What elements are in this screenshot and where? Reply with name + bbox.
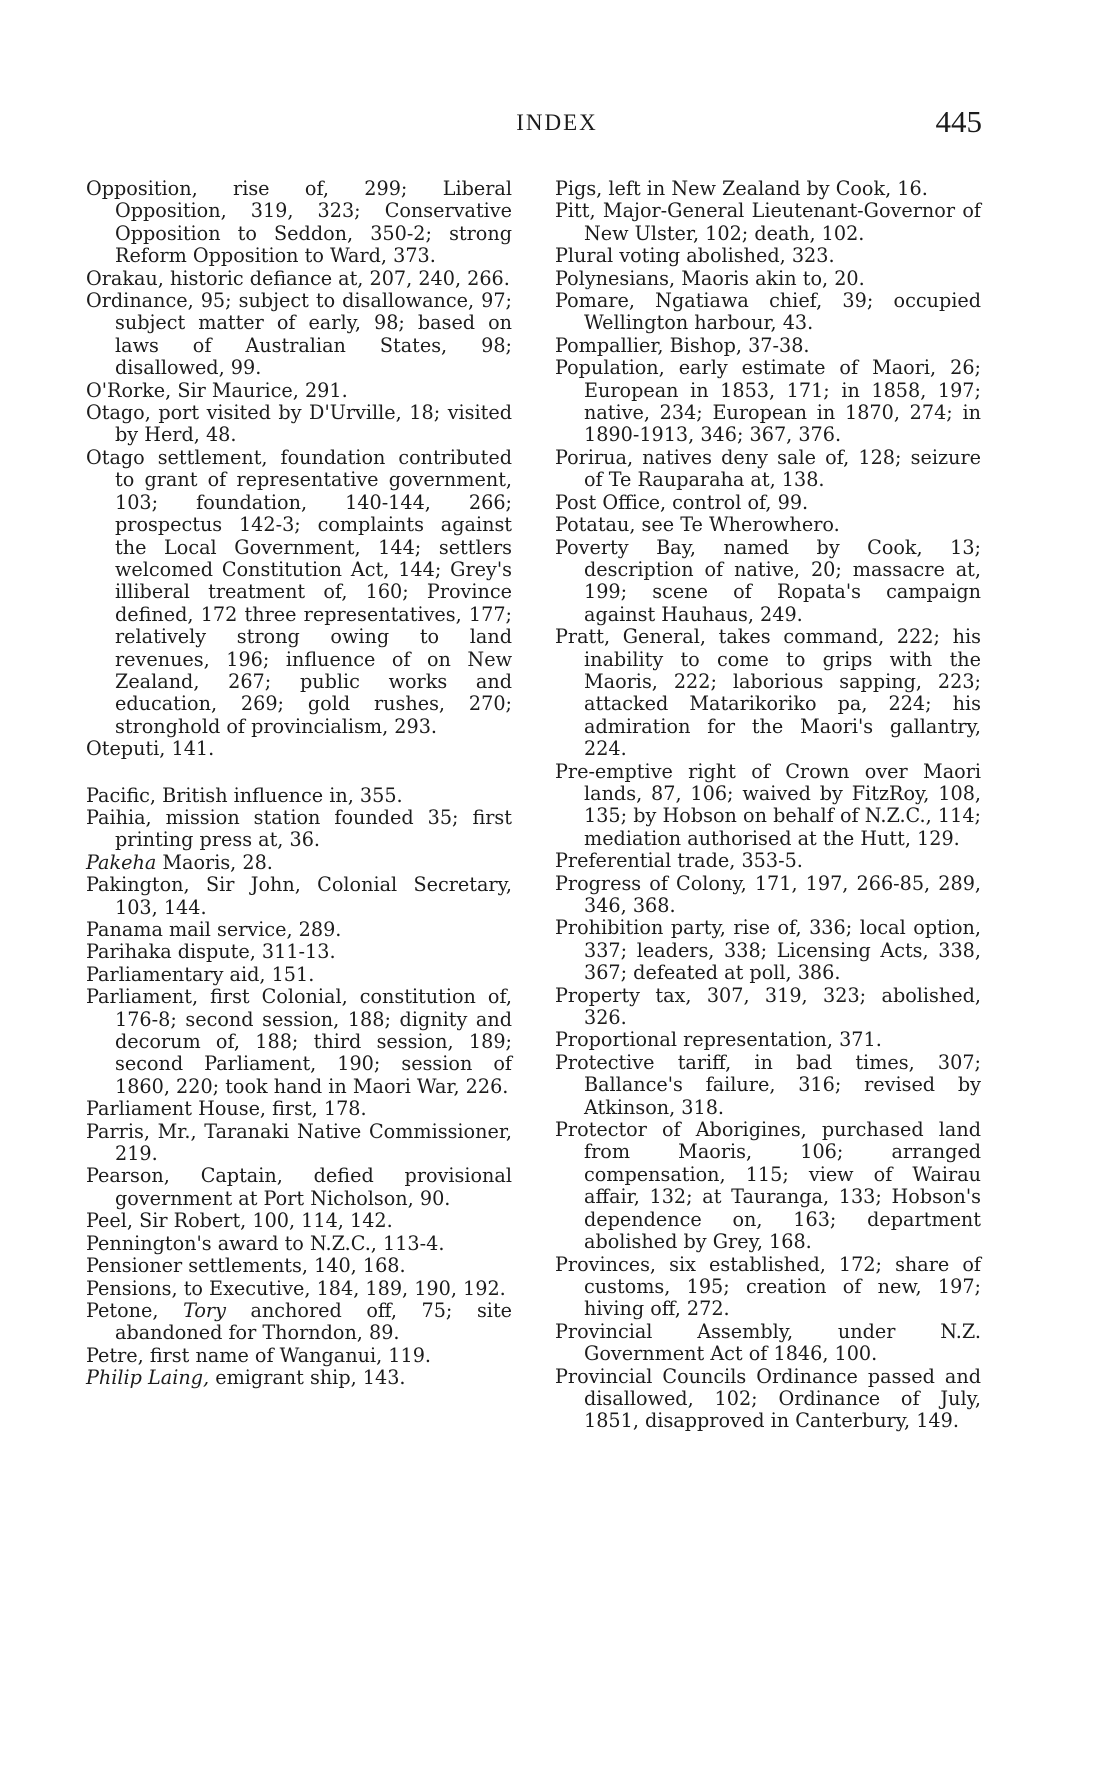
index-entry: Pensions, to Executive, 184, 189, 190, 192. (86, 1276, 506, 1300)
index-entry: Parliamentary aid, 151. (86, 962, 315, 986)
entry-text: Petone, (86, 1298, 184, 1322)
index-entry: Pakington, Sir John, Colonial Secretary, 103, 144. (86, 873, 512, 919)
index-entry: Orakau, historic defiance at, 207, 240, 266. (86, 266, 510, 290)
index-entry (86, 852, 512, 874)
index-entry: Pompallier, Bishop, 37-38. (555, 333, 810, 357)
index-entry: Protective tariff, in bad times, 307; Ballance's failure, 316; revised by Atkinson, 318. (555, 1050, 981, 1119)
index-entry: Protector of Aborigines, purchased land from Maoris, 106; arranged compensation, 115; view of Wairau affair, 132; at Tauranga, 133; Hobson's dependence on, 163; department abolished by Grey, 168. (555, 1118, 981, 1254)
index-entry: Post Office, control of, 99. (555, 490, 809, 514)
index-entry: Pennington's award to N.Z.C., 113-4. (86, 1231, 445, 1255)
index-entry: Parliament, first Colonial, constitution of, 176-8; second session, 188; dignity and decorum of, 188; third session, 189; second Parliament, 190; session of 1860, 220; took hand in Maori War, 226. (86, 985, 512, 1098)
index-entry: Pomare, Ngatiawa chief, 39; occupied Wellington harbour, 43. (555, 289, 981, 335)
index-entry: Pre-emptive right of Crown over Maori lands, 87, 106; waived by FitzRoy, 108, 135; by Hobson on behalf of N.Z.C., 114; mediation authorised at the Hutt, 129. (555, 759, 981, 850)
index-entry: Otago settlement, foundation contributed to grant of representative government, 103; foundation, 140-144, 266; prospectus 142-3; complaints against the Local Government, 144; settlers welcomed Constitution Act, 144; Grey's illiberal treatment of, 160; Province defined, 172 three representatives, 177; relatively strong owing to land revenues, 196; influence of on New Zealand, 267; public works and education, 269; gold rushes, 270; stronghold of provincialism, 293. (86, 445, 512, 738)
index-entry: Polynesians, Maoris akin to, 20. (555, 266, 865, 290)
index-entry: Pratt, General, takes command, 222; his inability to come to grips with the Maoris, 222; laborious sapping, 223; attacked Matarikoriko pa, 224; his admiration for the Maori's gallantry, 224. (555, 625, 981, 761)
index-entry: Potatau, see Te Wherowhero. (555, 513, 840, 537)
index-entry: Panama mail service, 289. (86, 918, 342, 941)
index-entry: Pitt, Major-General Lieutenant-Governor of New Ulster, 102; death, 102. (555, 199, 981, 245)
entry-text: emigrant ship, 143. (209, 1366, 406, 1390)
index-entry: Petre, first name of Wanganui, 119. (86, 1343, 432, 1367)
index-entry: Population, early estimate of Maori, 26; European in 1853, 171; in 1858, 197; native, 234; European in 1870, 274; in 1890-1913, 346; 367, 376. (555, 356, 981, 447)
index-entry: Porirua, natives deny sale of, 128; seizure of Te Rauparaha at, 138. (555, 445, 981, 492)
index-entry: Paihia, mission station founded 35; first printing press at, 36. (86, 805, 512, 852)
index-entry: Oteputi, 141. (86, 737, 215, 761)
index-entry: O'Rorke, Sir Maurice, 291. (86, 378, 348, 402)
index-entry: Ordinance, 95; subject to disallowance, 97; subject matter of early, 98; based on laws of Australian States, 98; disallowed, 99. (86, 289, 512, 380)
entry-text: Maoris, 28. (156, 850, 273, 874)
italic-term: Tory (183, 1298, 226, 1322)
italic-term: Philip Laing, (86, 1366, 210, 1390)
index-entry: Plural voting abolished, 323. (555, 244, 835, 268)
index-entry: Pensioner settlements, 140, 168. (86, 1254, 406, 1278)
index-entry (86, 1300, 512, 1345)
index-entry: Provincial Councils Ordinance passed and disallowed, 102; Ordinance of July, 1851, disapproved in Canterbury, 149. (555, 1364, 981, 1433)
right-column (555, 178, 981, 1433)
index-entry: Pearson, Captain, defied provisional government at Port Nicholson, 90. (86, 1164, 512, 1210)
index-entry: Proportional representation, 371. (555, 1028, 882, 1052)
index-entry: Pigs, left in New Zealand by Cook, 16. (555, 177, 928, 200)
index-entry: Parris, Mr., Taranaki Native Commissioner, 219. (86, 1119, 512, 1166)
running-header: INDEX (516, 110, 598, 135)
index-entry: Peel, Sir Robert, 100, 114, 142. (86, 1209, 393, 1233)
entry-text: anchored off, 75; site abandoned for Thorndon, 89. (115, 1298, 513, 1345)
section-gap (86, 761, 512, 785)
index-entry: Opposition, rise of, 299; Liberal Opposition, 319, 323; Conservative Opposition to Seddon, 350-2; strong Reform Opposition to Ward, 373. (86, 177, 512, 268)
index-entry (86, 1367, 512, 1389)
index-entry: Preferential trade, 353-5. (555, 849, 803, 873)
index-entry: Provinces, six established, 172; share of customs, 195; creation of new, 197; hiving off, 272. (555, 1252, 981, 1321)
index-entry: Progress of Colony, 171, 197, 266-85, 289, 346, 368. (555, 871, 981, 917)
index-entry: Pacific, British influence in, 355. (86, 783, 403, 807)
index-entry: Property tax, 307, 319, 323; abolished, 326. (555, 983, 981, 1030)
index-entry: Parliament House, first, 178. (86, 1097, 367, 1121)
left-column (86, 178, 512, 1390)
index-entry: Parihaka dispute, 311-13. (86, 940, 336, 964)
index-entry: Provincial Assembly, under N.Z. Government Act of 1846, 100. (555, 1319, 981, 1366)
page-number: 445 (935, 104, 982, 139)
index-entry: Poverty Bay, named by Cook, 13; description of native, 20; massacre at, 199; scene of Ropata's campaign against Hauhaus, 249. (555, 535, 981, 626)
italic-term: Pakeha (86, 850, 157, 874)
index-entry: Otago, port visited by D'Urville, 18; visited by Herd, 48. (86, 401, 512, 447)
index-entry: Prohibition party, rise of, 336; local option, 337; leaders, 338; Licensing Acts, 338, 367; defeated at poll, 386. (555, 916, 981, 985)
